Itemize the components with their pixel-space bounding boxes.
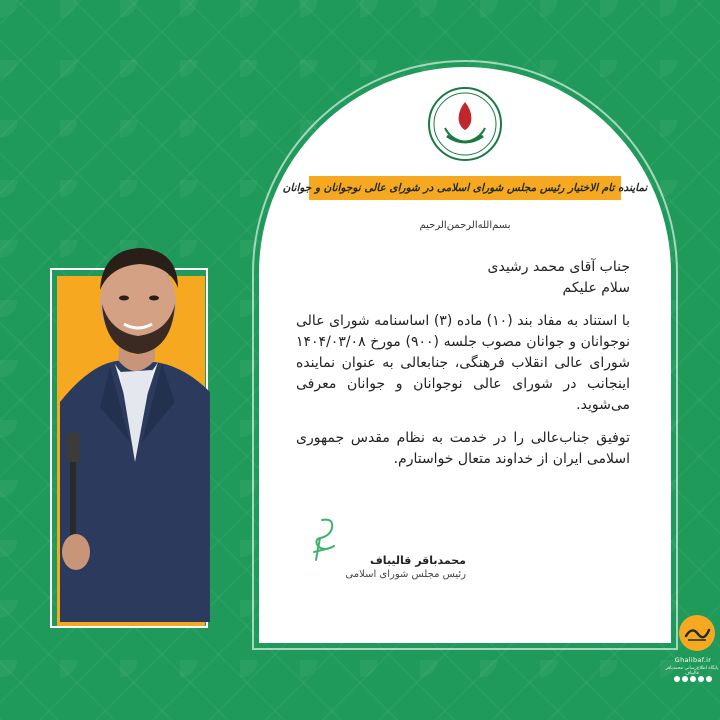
title-ribbon (282, 176, 648, 200)
signer-block (296, 554, 466, 580)
social-icon (698, 676, 704, 682)
ribbon-text: نماینده تام الاختیار رئیس مجلس شورای اسلامی در شورای عالی نوجوانان و جوانان (282, 182, 648, 194)
bismillah: بسم‌الله‌الرحمن‌الرحیم (419, 220, 511, 231)
ghalibaf-logo-icon (678, 614, 716, 652)
brand-site: Ghalibaf.ir (674, 656, 712, 664)
social-icon (682, 676, 688, 682)
letter-body (296, 257, 630, 470)
social-icon (690, 676, 696, 682)
brand-subtitle: پایگاه اطلاع‌رسانی محمدباقر قالیباف (665, 666, 719, 676)
letter-paragraph-1: با استناد به مفاد بند (۱۰) ماده (۳) اساسنامه شورای عالی نوجوانان و جوانان مصوب جلسه (۹۰۰) مورخ ۱۴۰۴/۰۳/۰۸ شورای عالی انقلاب فرهنگی، جنابعالی به عنوان نماینده اینجانب در شورای عالی نوجوانان و جوانان معرفی می‌شوید. (296, 313, 630, 413)
parliament-emblem-icon (427, 86, 503, 162)
signer-name: محمدباقر قالیباف (370, 554, 466, 567)
social-icons (670, 676, 716, 684)
social-icon (674, 676, 680, 682)
signer-title: رئیس مجلس شورای اسلامی (345, 569, 466, 580)
portrait-photo (60, 232, 210, 622)
letter-salutation: جناب آقای محمد رشیدی (487, 259, 630, 275)
letter-greeting: سلام علیکم (562, 280, 630, 296)
social-icon (706, 676, 712, 682)
letter-paragraph-2: توفیق جناب‌عالی را در خدمت به نظام مقدس جمهوری اسلامی ایران از خداوند متعال خواستارم. (296, 430, 630, 467)
